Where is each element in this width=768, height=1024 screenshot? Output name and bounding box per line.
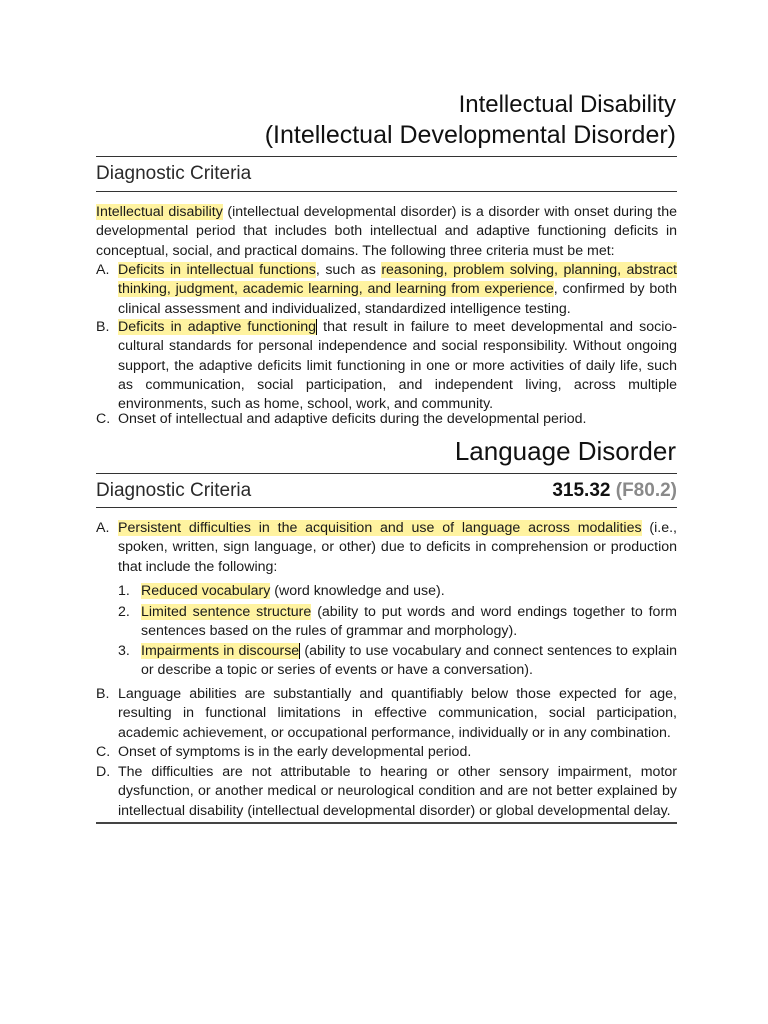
language-rule-bottom — [96, 507, 677, 508]
subitem-3-text: (ability to use vocabulary and connect sentences to explain or describe a topic or series of events or have a conversation). — [141, 643, 677, 679]
criterion-a-highlight-1: Deficits in intellectual functions — [118, 262, 316, 278]
language-criterion-b: Language abilities are substantially and quantifiably below those expected for age, resulting in functional limitations in effective communication, social participation, academic achievement, or occupational performance, individually or in any combination. — [118, 686, 677, 741]
intellectual-title-line2: (Intellectual Developmental Disorder) — [264, 121, 676, 149]
intro-highlight: Intellectual disability — [96, 204, 223, 220]
intellectual-criterion-c: Onset of intellectual and adaptive deficits during the developmental period. — [118, 411, 587, 427]
criterion-a-text-2: , confirmed by both clinical assessment and individualized, standardized intelligence testing. — [118, 281, 677, 317]
section-rule-top — [96, 156, 677, 157]
intro-text: (intellectual developmental disorder) is a disorder with onset during the developmental period that includes both intellectual and adaptive functioning deficits in conceptual, social, and practical domains. The following three criteria must be met: — [96, 204, 677, 259]
criterion-c-label: C. — [96, 411, 111, 427]
subitem-2 — [141, 603, 677, 642]
criterion-a-text-1: , such as — [315, 262, 382, 278]
language-section-heading-row — [96, 480, 677, 502]
language-section-heading: Diagnostic Criteria — [96, 480, 252, 501]
criterion-b-label: B. — [96, 319, 110, 335]
language-criterion-a-highlight: Persistent difficulties in the acquisition and use of language across modalities — [118, 520, 642, 536]
subitem-3-label: 3. — [118, 643, 130, 659]
criterion-a-highlight-2: reasoning, problem solving, planning, abstract thinking, judgment, academic learning, and learning from experience — [118, 262, 677, 298]
criterion-b-highlight: Deficits in adaptive functioning — [118, 319, 317, 335]
icd-code: (F80.2) — [615, 480, 677, 501]
subitem-2-label: 2. — [118, 604, 130, 620]
language-criterion-a-label: A. — [96, 520, 110, 536]
intellectual-intro — [96, 203, 677, 261]
end-rule — [96, 822, 677, 824]
diagnostic-code — [552, 480, 677, 502]
intellectual-criterion-b — [118, 318, 677, 414]
criterion-a-label: A. — [96, 262, 110, 278]
language-criterion-c: Onset of symptoms is in the early developmental period. — [118, 744, 472, 760]
language-title: Language Disorder — [454, 436, 676, 466]
language-criterion-b-label: B. — [96, 686, 110, 702]
subitem-3 — [141, 642, 677, 681]
section-rule-bottom — [96, 191, 677, 192]
subitem-3-highlight: Impairments in discourse — [141, 643, 300, 659]
language-criterion-c-label: C. — [96, 744, 111, 760]
subitem-1 — [141, 582, 677, 601]
language-criterion-a-text: (i.e., spoken, written, sign language, or other) due to deficits in comprehension or production that include the following: — [118, 520, 677, 575]
subitem-1-highlight: Reduced vocabulary — [141, 583, 271, 599]
subitem-2-highlight: Limited sentence structure — [141, 604, 312, 620]
language-criterion-a — [118, 519, 677, 577]
criterion-b-text: that result in failure to meet developmental and socio-cultural standards for personal independence and social responsibility. Without ongoing support, the adaptive deficits limit functioning in one or more activities of daily life, such as communication, social participation, and independent living, across multiple environments, such as home, school, work, and community. — [118, 319, 677, 413]
intellectual-section-heading: Diagnostic Criteria — [96, 163, 252, 184]
intellectual-title-line1: Intellectual Disability — [458, 91, 676, 118]
dsm-code: 315.32 — [552, 480, 611, 501]
subitem-1-label: 1. — [118, 583, 130, 599]
language-criterion-d-label: D. — [96, 764, 111, 780]
language-rule-top — [96, 473, 677, 474]
intellectual-criterion-a — [118, 261, 677, 319]
subitem-2-text: (ability to put words and word endings together to form sentences based on the rules of grammar and morphology). — [141, 604, 677, 640]
language-criterion-d: The difficulties are not attributable to hearing or other sensory impairment, motor dysfunction, or another medical or neurological condition and are not better explained by intellectual disability (intellectual developmental disorder) or global developmental delay. — [118, 764, 677, 819]
subitem-1-text: (word knowledge and use). — [270, 583, 445, 599]
